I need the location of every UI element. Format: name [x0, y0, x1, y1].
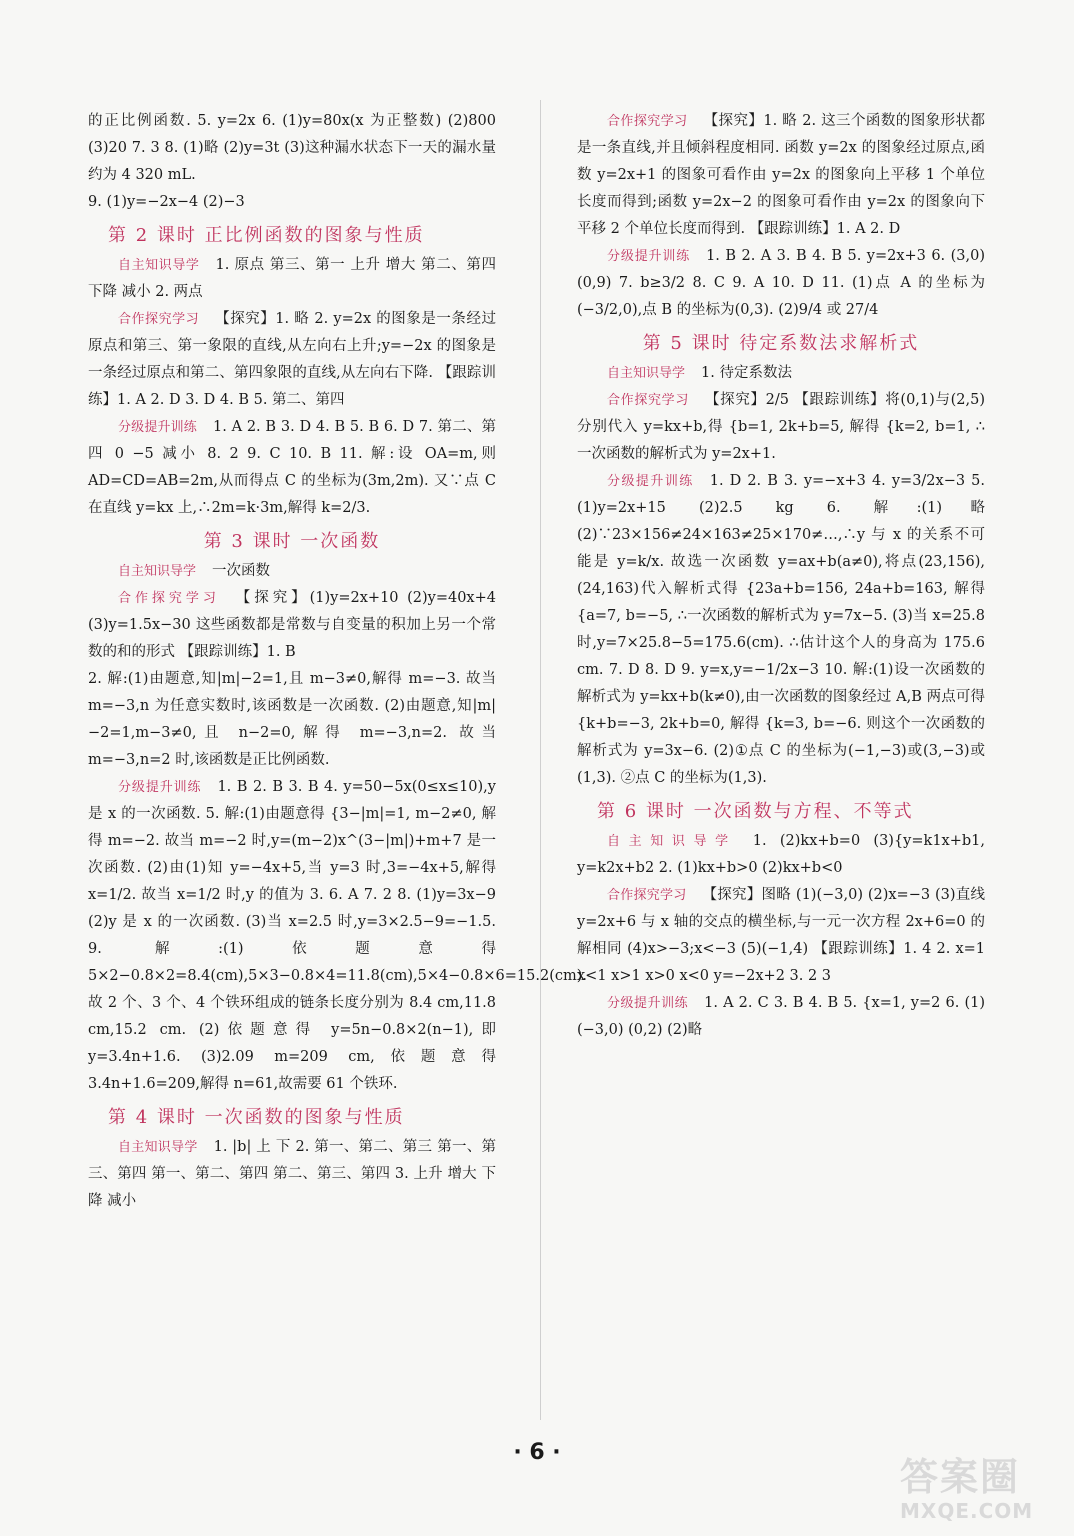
- section-text: 1. (2)kx+b=0 (3){y=k1x+b1, y=k2x+b2 2. (1)kx+b>0 (2)kx+b<0: [577, 833, 985, 876]
- section-text: 【探究】图略 (1)(−3,0) (2)x=−3 (3)直线 y=2x+6 与 x 轴的交点的横坐标,与一元一次方程 2x+6=0 的解相同 (4)x>−3;x<−3 (5)(−1,4) 【跟踪训练】1. 4 2. x=1 x<1 x>1 x>0 x<0 y=−2x+2 3. 2 3: [577, 887, 985, 984]
- section-text: 1. D 2. B 3. y=−x+3 4. y=3/2x−3 5. (1)y=2x+15 (2)2.5 kg 6. 解:(1)略 (2)∵23×156≠24×163≠25×170≠…,∴y 与 x 的关系不可能是 y=k/x. 故选一次函数 y=ax+b(a≠0),将点(23,156),(24,163)代入解析式得 {23a+b=156, 24a+b=163, 解得 {a=7, b=−5, ∴一次函数的解析式为 y=7x−5. (3)当 x=25.8 时,y=7×25.8−5=175.6(cm). ∴估计这个人的身高为 175.6 cm. 7. D 8. D 9. y=x,y=−1/2x−3 10. 解:(1)设一次函数的解析式为 y=kx+b(k≠0),由一次函数的图象经过 A,B 两点可得 {k+b=−3, 2k+b=0, 解得 {k=3, b=−6. 则这个一次函数的解析式为 y=3x−6. (2)①点 C 的坐标为(−1,−3)或(3,−3)或(1,3). ②点 C 的坐标为(1,3).: [577, 473, 985, 786]
- right-column: [577, 108, 985, 1044]
- lesson-3-graded-practice: [88, 774, 588, 1098]
- lesson-6-cooperative: [577, 882, 985, 990]
- section-label: 自主知识导学: [118, 564, 197, 579]
- lesson-5-graded-practice: [577, 468, 985, 792]
- section-label: 自主知识导学: [607, 366, 686, 381]
- section-label: 合作探究学习: [118, 591, 220, 606]
- lesson-2-graded-practice: [88, 414, 496, 522]
- section-label: 分级提升训练: [118, 780, 202, 795]
- section-label: 合作探究学习: [607, 393, 689, 408]
- section-text: 1. 原点 第三、第一 上升 增大 第二、第四 下降 减小 2. 两点: [88, 257, 496, 300]
- lesson-5-self-study: [577, 360, 985, 387]
- section-label: 自主知识导学: [607, 834, 737, 849]
- lesson-2-self-study: [88, 252, 496, 306]
- lesson-3-cooperative-more: 2. 解:(1)由题意,知|m|−2=1,且 m−3≠0,解得 m=−3. 故当 m=−3,n 为任意实数时,该函数是一次函数. (2)由题意,知|m|−2=1,m−3≠0,且 n−2=0,解得 m=−3,n=2. 故当 m=−3,n=2 时,该函数是正比例函数.: [88, 671, 496, 768]
- lesson-4-title: 第 4 课时 一次函数的图象与性质: [108, 1107, 405, 1128]
- section-label: 合作探究学习: [607, 114, 688, 129]
- section-text: 1. A 2. C 3. B 4. B 5. {x=1, y=2 6. (1)(−3,0) (0,2) (2)略: [577, 995, 985, 1038]
- lesson-2-title: 第 2 课时 正比例函数的图象与性质: [108, 225, 425, 246]
- left-column: [88, 108, 588, 1215]
- section-text: 【探究】1. 略 2. y=2x 的图象是一条经过原点和第三、第一象限的直线,从左向右上升;y=−2x 的图象是一条经过原点和第二、第四象限的直线,从左向右下降. 【跟踪训练】1. A 2. D 3. D 4. B 5. 第二、第四: [88, 311, 496, 408]
- section-label: 合作探究学习: [118, 312, 200, 327]
- lesson-4-self-study: [88, 1134, 496, 1215]
- answer-paragraph: 的正比例函数. 5. y=2x 6. (1)y=80x(x 为正整数) (2)800 (3)20 7. 3 8. (1)略 (2)y=3t (3)这种漏水状态下一天的漏水量约为 4 320 mL.: [88, 113, 496, 183]
- section-text: 1. 待定系数法: [701, 365, 792, 381]
- column-divider: [540, 100, 541, 1420]
- lesson-4-cooperative: [577, 108, 985, 243]
- watermark-text: 答案圈: [900, 1455, 1021, 1499]
- lesson-6-graded-practice: [577, 990, 985, 1044]
- section-text: 【探究】2/5 【跟踪训练】将(0,1)与(2,5)分别代入 y=kx+b,得 {b=1, 2k+b=5, 解得 {k=2, b=1, ∴一次函数的解析式为 y=2x+1.: [577, 392, 985, 462]
- section-text: 一次函数: [212, 563, 271, 579]
- section-text: 1. A 2. B 3. D 4. B 5. B 6. D 7. 第二、第四 0 −5 减小 8. 2 9. C 10. B 11. 解:设 OA=m,则 AD=CD=AB=2m,从而得点 C 的坐标为(3m,2m). 又∵点 C 在直线 y=kx 上,∴2m=k·3m,解得 k=2/3.: [88, 419, 496, 516]
- section-text: 1. B 2. B 3. B 4. y=50−5x(0≤x≤10),y 是 x 的一次函数. 5. 解:(1)由题意得 {3−|m|=1, m−2≠0, 解得 m=−2. 故当 m=−2 时,y=(m−2)x^(3−|m|)+m+7 是一次函数. (2)由(1)知 y=−4x+5,当 y=3 时,3=−4x+5,解得 x=1/2. 故当 x=1/2 时,y 的值为 3. 6. A 7. 2 8. (1)y=3x−9 (2)y 是 x 的一次函数. (3)当 x=2.5 时,y=3×2.5−9=−1.5. 9. 解:(1)依题意得 5×2−0.8×2=8.4(cm),5×3−0.8×4=11.8(cm),5×4−0.8×6=15.2(cm). 故 2 个、3 个、4 个铁环组成的链条长度分别为 8.4 cm,11.8 cm,15.2 cm. (2)依题意得 y=5n−0.8×2(n−1),即 y=3.4n+1.6. (3)2.09 m=209 cm,依题意得 3.4n+1.6=209,解得 n=61,故需要 61 个铁环.: [88, 779, 588, 1092]
- lesson-4-graded-practice: [577, 243, 985, 324]
- section-label: 分级提升训练: [607, 249, 691, 264]
- lesson-6-self-study: [577, 828, 985, 882]
- lesson-3-title: 第 3 课时 一次函数: [203, 531, 381, 552]
- section-label: 自主知识导学: [118, 1140, 198, 1155]
- section-label: 分级提升训练: [118, 420, 197, 435]
- section-label: 分级提升训练: [607, 996, 689, 1011]
- watermark-url: MXQE.COM: [900, 1499, 1034, 1523]
- section-label: 合作探究学习: [607, 888, 687, 903]
- section-text: 【探究】(1)y=2x+10 (2)y=40x+4 (3)y=1.5x−30 这些函数都是常数与自变量的积加上另一个常数的和的形式 【跟踪训练】1. B: [88, 590, 496, 660]
- watermark-logo: [900, 1455, 1070, 1531]
- lesson-6-title: 第 6 课时 一次函数与方程、不等式: [597, 801, 914, 822]
- lesson-5-title: 第 5 课时 待定系数法求解析式: [642, 333, 920, 354]
- answer-paragraph: 9. (1)y=−2x−4 (2)−3: [88, 194, 245, 210]
- section-label: 分级提升训练: [607, 474, 694, 489]
- section-text: 1. |b| 上 下 2. 第一、第二、第三 第一、第三、第四 第一、第二、第四 第二、第三、第四 3. 上升 增大 下降 减小: [88, 1139, 496, 1209]
- section-text: 1. B 2. A 3. B 4. B 5. y=2x+3 6. (3,0) (0,9) 7. b≥3/2 8. C 9. A 10. D 11. (1)点 A 的坐标为(−3/2,0),点 B 的坐标为(0,3). (2)9/4 或 27/4: [577, 248, 985, 318]
- section-text: 【探究】1. 略 2. 这三个函数的图象形状都是一条直线,并且倾斜程度相同. 函数 y=2x 的图象经过原点,函数 y=2x+1 的图象可看作由 y=2x 的图象向上平移 1 个单位长度而得到;函数 y=2x−2 的图象可看作由 y=2x 的图象向下平移 2 个单位长度而得到. 【跟踪训练】1. A 2. D: [577, 113, 985, 237]
- section-label: 自主知识导学: [118, 258, 200, 273]
- lesson-3-self-study: [88, 558, 496, 585]
- lesson-5-cooperative: [577, 387, 985, 468]
- page-number: · 6 ·: [513, 1440, 561, 1465]
- lesson-2-cooperative: [88, 306, 496, 414]
- lesson-3-cooperative: [88, 585, 496, 666]
